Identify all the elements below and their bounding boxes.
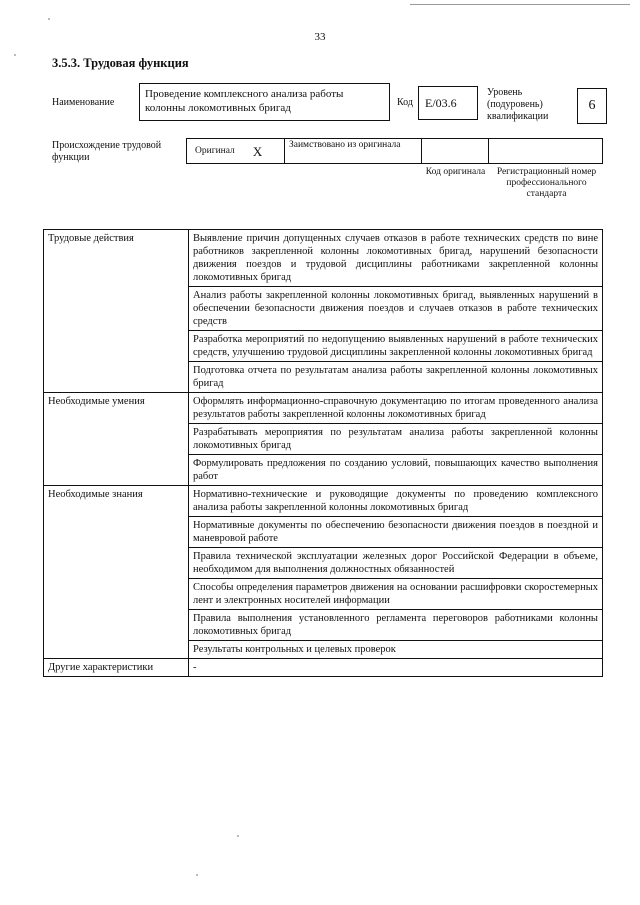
- section-item: Правила выполнения установленного регламента переговоров работниками колонны локомотивных бригад: [189, 610, 603, 641]
- scan-speck: [196, 874, 198, 876]
- top-edge-line: [410, 4, 630, 5]
- section-heading: Трудовые действия: [44, 230, 189, 393]
- name-value: Проведение комплексного анализа работы колонны локомотивных бригад: [139, 83, 390, 121]
- section-item: Анализ работы закрепленной колонны локомотивных бригад, выявленных нарушений в обеспечении безопасности движения поездов и случаев отказов в работе технических средств: [189, 287, 603, 331]
- reg-number-label: Регистрационный номер профессионального стандарта: [496, 167, 597, 199]
- section-heading: Необходимые умения: [44, 393, 189, 486]
- code-label: Код: [397, 97, 413, 108]
- scan-speck: [14, 54, 16, 56]
- origin-code-cell: [422, 139, 489, 163]
- name-label: Наименование: [52, 97, 115, 108]
- scan-speck: [48, 18, 50, 20]
- section-item: Разработка мероприятий по недопущению выявленных нарушений в работе технических средств, улучшению трудовой дисциплины закрепленной колонны локомотивных бригад: [189, 331, 603, 362]
- table-row: [44, 486, 603, 517]
- section-item: Оформлять информационно-справочную документацию по итогам проведенного анализа результатов работы закрепленной колонны локомотивных бригад: [189, 393, 603, 424]
- level-label: Уровень (подуровень) квалификации: [487, 87, 549, 122]
- function-table: [43, 229, 603, 677]
- section-item: Правила технической эксплуатации железных дорог Российской Федерации в объеме, необходимом для выполнения должностных обязанностей: [189, 548, 603, 579]
- section-item: Нормативно-технические и руководящие документы по проведению комплексного анализа работы закрепленной колонны локомотивных бригад: [189, 486, 603, 517]
- origin-mark: X: [252, 143, 263, 159]
- origin-label: Происхождение трудовой функции: [52, 140, 162, 163]
- origin-original-label: Оригинал: [195, 145, 235, 156]
- table-row: [44, 659, 603, 677]
- section-item: Выявление причин допущенных случаев отказов в работе технических средств по вине работников закрепленной колонны локомотивных бригад, нарушений безопасности движения поездов и трудовой дисциплины работниками закрепленной колонны локомотивных бригад: [189, 230, 603, 287]
- origin-strip: [186, 138, 603, 164]
- origin-reg-cell: [489, 139, 602, 163]
- code-original-label: Код оригинала: [425, 167, 486, 177]
- origin-original-cell: [187, 139, 285, 163]
- section-item: Подготовка отчета по результатам анализа работы закрепленной колонны локомотивных бригад: [189, 362, 603, 393]
- section-item: Разрабатывать мероприятия по результатам анализа работы закрепленной колонны локомотивных бригад: [189, 424, 603, 455]
- section-item: -: [189, 659, 603, 677]
- section-heading: Необходимые знания: [44, 486, 189, 659]
- section-item: Результаты контрольных и целевых проверок: [189, 641, 603, 659]
- page-number: 33: [314, 31, 326, 43]
- section-title: 3.5.3. Трудовая функция: [52, 56, 189, 70]
- origin-borrowed-label: Заимствовано из оригинала: [285, 139, 422, 163]
- table-row: [44, 393, 603, 424]
- level-value: 6: [577, 88, 607, 124]
- section-item: Нормативные документы по обеспечению безопасности движения поездов в поездной и маневровой работе: [189, 517, 603, 548]
- section-item: Способы определения параметров движения на основании расшифровки скоростемерных лент и электронных носителей информации: [189, 579, 603, 610]
- section-heading: Другие характеристики: [44, 659, 189, 677]
- scan-speck: [237, 835, 239, 837]
- code-value: Е/03.6: [418, 86, 478, 120]
- section-item: Формулировать предложения по созданию условий, повышающих качество выполнения работ: [189, 455, 603, 486]
- table-row: [44, 230, 603, 287]
